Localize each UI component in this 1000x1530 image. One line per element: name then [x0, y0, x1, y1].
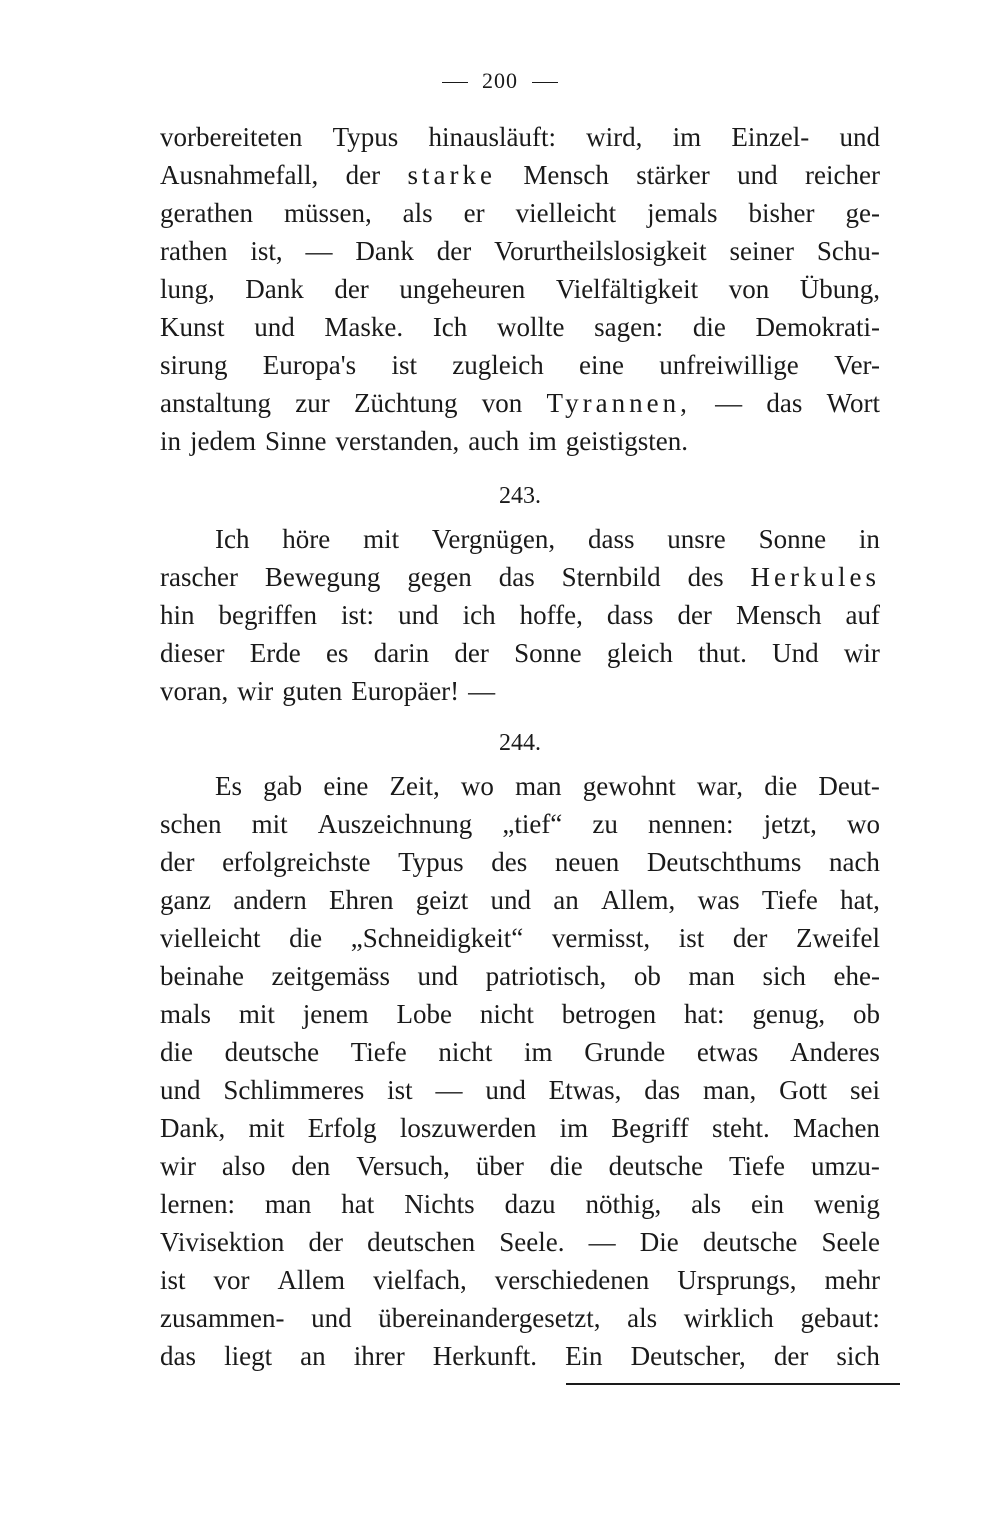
word: Mensch	[523, 160, 609, 190]
word: ein	[751, 1189, 785, 1219]
text-line	[160, 346, 880, 384]
text-line	[160, 957, 880, 995]
word: hin	[160, 600, 195, 630]
left-dash	[442, 82, 468, 83]
word: ist	[387, 1075, 413, 1105]
word: die	[549, 1151, 583, 1181]
section-244-text	[160, 767, 880, 1375]
word: wenig	[813, 1189, 880, 1219]
word: Ich	[432, 312, 468, 342]
text-line	[160, 1071, 880, 1109]
word: Züchtung	[354, 388, 458, 418]
word: und	[485, 1075, 526, 1105]
word: zur	[295, 388, 330, 418]
word: seiner	[729, 236, 795, 266]
word: man	[688, 961, 735, 991]
word: Lobe	[396, 999, 453, 1029]
word: Und	[772, 638, 819, 668]
word: hat,	[840, 885, 880, 915]
section-number-243: 243.	[499, 483, 541, 509]
word: Gott	[779, 1075, 828, 1105]
word: geizt	[415, 885, 469, 915]
word: „Schneidigkeit“	[350, 923, 524, 953]
word: und	[737, 160, 778, 190]
word: Vielfältigkeit	[555, 274, 699, 304]
word: Versuch,	[356, 1151, 450, 1181]
word: und	[311, 1303, 352, 1333]
text-line	[160, 767, 880, 805]
word: in	[858, 524, 880, 554]
text-line	[160, 194, 880, 232]
word: hat:	[684, 999, 725, 1029]
word: Deut-	[818, 771, 880, 801]
text-line	[160, 634, 880, 672]
word: loszuwerden	[399, 1113, 537, 1143]
word: der	[334, 274, 369, 304]
word: nennen:	[648, 809, 734, 839]
text-line	[160, 1109, 880, 1147]
text-line	[160, 881, 880, 919]
word: Sternbild	[561, 562, 661, 592]
word: der	[308, 1227, 343, 1257]
word: ist	[160, 1265, 186, 1295]
word: Ursprungs,	[677, 1265, 797, 1295]
word: hinausläuft:	[428, 122, 556, 152]
word: ob	[852, 999, 880, 1029]
word: es	[325, 638, 349, 668]
word: nach	[828, 847, 880, 877]
word: man	[264, 1189, 312, 1219]
word: vielleicht	[160, 923, 261, 953]
text-line	[160, 422, 880, 460]
word: Die	[639, 1227, 679, 1257]
word: Übung,	[799, 274, 880, 304]
word: deutsche	[702, 1227, 798, 1257]
word: dass	[606, 600, 654, 630]
word: die	[692, 312, 726, 342]
word: ob	[633, 961, 661, 991]
word: ist	[678, 923, 705, 953]
word: vor	[213, 1265, 250, 1295]
word: ihrer	[353, 1341, 405, 1371]
word: Einzel-	[731, 122, 810, 152]
word: Erde	[249, 638, 301, 668]
word: im	[559, 1113, 589, 1143]
word: rathen	[160, 236, 228, 266]
word: Zeit,	[389, 771, 440, 801]
word: genug,	[752, 999, 826, 1029]
text-line	[160, 520, 880, 558]
word: Grunde	[584, 1037, 666, 1067]
word: Zweifel	[796, 923, 880, 953]
word: vorbereiteten	[160, 122, 303, 152]
word: „tief“	[502, 809, 563, 839]
word: und	[254, 312, 295, 342]
text-line	[160, 232, 880, 270]
word: gegen	[407, 562, 472, 592]
word: im	[524, 1037, 553, 1067]
word: höre	[282, 524, 331, 554]
word: müssen,	[283, 198, 372, 228]
word: gleich	[606, 638, 673, 668]
word: Machen	[792, 1113, 880, 1143]
word: Dank	[245, 274, 304, 304]
text-line	[160, 1337, 880, 1375]
word: vielleicht	[515, 198, 617, 228]
right-dash	[532, 82, 558, 83]
word: Bewegung	[264, 562, 381, 592]
word: zeitgemäss	[271, 961, 390, 991]
word: Allem,	[601, 885, 676, 915]
word: schen	[160, 809, 222, 839]
word: deutschen	[367, 1227, 476, 1257]
text-line	[160, 1261, 880, 1299]
word: sagen:	[594, 312, 664, 342]
word: Sonne	[514, 638, 582, 668]
word: des	[491, 847, 528, 877]
word: wo	[460, 771, 494, 801]
word: Demokrati-	[755, 312, 880, 342]
word: eine	[323, 771, 369, 801]
word: —	[435, 1075, 463, 1105]
word: erfolgreichste	[222, 847, 371, 877]
word: guten	[282, 676, 343, 706]
word: übereinandergesetzt,	[378, 1303, 601, 1333]
word: gab	[263, 771, 303, 801]
word: verstanden,	[335, 426, 460, 456]
word: jedem	[190, 426, 256, 456]
word: steht.	[712, 1113, 770, 1143]
word: Herkunft.	[432, 1341, 537, 1371]
word: und	[160, 1075, 201, 1105]
word: Ver-	[834, 350, 880, 380]
word: das	[644, 1075, 681, 1105]
word: hoffe,	[519, 600, 583, 630]
word: er	[463, 198, 485, 228]
word: ge-	[845, 198, 880, 228]
word: ist:	[341, 600, 375, 630]
word: reicher	[805, 160, 880, 190]
word: als	[627, 1303, 658, 1333]
word: sei	[849, 1075, 880, 1105]
word: als	[691, 1189, 722, 1219]
word: als	[402, 198, 433, 228]
word: liegt	[224, 1341, 273, 1371]
word: der	[677, 600, 712, 630]
word: stärker	[636, 160, 710, 190]
word: Schu-	[816, 236, 880, 266]
word: Seele.	[499, 1227, 565, 1257]
word: Typus	[398, 847, 464, 877]
word: geistigsten.	[565, 426, 688, 456]
word: Maske.	[324, 312, 404, 342]
word: hat	[341, 1189, 375, 1219]
word: Anderes	[789, 1037, 880, 1067]
word: die	[160, 1037, 193, 1067]
word: thut.	[698, 638, 747, 668]
word: ganz	[160, 885, 211, 915]
word: der	[436, 236, 472, 266]
word: mit	[248, 1113, 285, 1143]
word: und	[490, 885, 532, 915]
word: Dank	[355, 236, 414, 266]
word: Sinne	[265, 426, 327, 456]
word: von	[728, 274, 770, 304]
word: Ehren	[329, 885, 394, 915]
word: dazu	[504, 1189, 556, 1219]
word: und	[839, 122, 880, 152]
word: sirung	[160, 350, 228, 380]
word: in	[160, 426, 182, 456]
word: Deutschthums	[646, 847, 802, 877]
word: sich	[762, 961, 806, 991]
word: wollte	[496, 312, 565, 342]
word: war,	[696, 771, 744, 801]
word: Es	[215, 771, 242, 801]
word: die	[289, 923, 323, 953]
word: wir	[843, 638, 880, 668]
word: ist,	[250, 236, 283, 266]
word: Ausnahmefall,	[160, 160, 319, 190]
word: Sonne	[758, 524, 827, 554]
word: deutsche	[608, 1151, 704, 1181]
text-line	[160, 843, 880, 881]
word: ungeheuren	[399, 274, 526, 304]
word: Mensch	[735, 600, 822, 630]
word: Tiefe	[350, 1037, 407, 1067]
word: Vergnügen,	[431, 524, 556, 554]
word: ist	[391, 350, 417, 380]
word: der	[732, 923, 768, 953]
word: Tiefe	[729, 1151, 786, 1181]
word: auf	[845, 600, 880, 630]
word: Nichts	[404, 1189, 475, 1219]
word: nicht	[438, 1037, 493, 1067]
word: und	[398, 600, 439, 630]
word: das	[498, 562, 535, 592]
section-number-244: 244.	[499, 730, 541, 756]
word: auch	[468, 426, 520, 456]
word: sich	[836, 1341, 880, 1371]
text-line	[160, 1185, 880, 1223]
word: neuen	[554, 847, 620, 877]
word: Tyrannen,	[546, 388, 691, 418]
word: —	[588, 1227, 616, 1257]
word: andern	[233, 885, 307, 915]
word: mehr	[824, 1265, 880, 1295]
word: betrogen	[561, 999, 657, 1029]
text-line	[160, 805, 880, 843]
word: gerathen	[160, 198, 253, 228]
word: mit	[238, 999, 275, 1029]
word: ich	[462, 600, 496, 630]
word: ehe-	[833, 961, 880, 991]
word: dieser	[160, 638, 225, 668]
word: Herkules	[750, 562, 880, 592]
text-line	[160, 919, 880, 957]
word: des	[687, 562, 724, 592]
word: lung,	[160, 274, 215, 304]
word: starke	[407, 160, 496, 190]
text-line	[160, 1223, 880, 1261]
word: im	[528, 426, 557, 456]
word: bisher	[748, 198, 815, 228]
word: Europa's	[262, 350, 357, 380]
word: Vorurtheilslosigkeit	[494, 236, 707, 266]
section-243-text	[160, 520, 880, 710]
word: gebaut:	[800, 1303, 880, 1333]
word: unsre	[667, 524, 726, 554]
word: Etwas,	[548, 1075, 622, 1105]
word: Seele	[821, 1227, 880, 1257]
text-line	[160, 995, 880, 1033]
text-line	[160, 156, 880, 194]
word: lernen:	[160, 1189, 235, 1219]
word: anstaltung	[160, 388, 271, 418]
word: Wort	[826, 388, 880, 418]
word: von	[481, 388, 523, 418]
word: Tiefe	[761, 885, 818, 915]
word: umzu-	[810, 1151, 880, 1181]
word: etwas	[696, 1037, 759, 1067]
word: das	[160, 1341, 196, 1371]
word: Typus	[332, 122, 399, 152]
word: wir	[160, 1151, 196, 1181]
text-line	[160, 270, 880, 308]
text-line	[160, 558, 880, 596]
word: zusammen-	[160, 1303, 285, 1333]
word: an	[300, 1341, 326, 1371]
text-line	[160, 1299, 880, 1337]
word: und	[417, 961, 459, 991]
word: Vivisektion	[160, 1227, 285, 1257]
word: Kunst	[160, 312, 225, 342]
word: Allem	[277, 1265, 346, 1295]
word: —	[715, 388, 743, 418]
pencil-underline	[566, 1383, 900, 1385]
word: rascher	[160, 562, 238, 592]
word: Begriff	[611, 1113, 689, 1143]
word: den	[291, 1151, 331, 1181]
word: begriffen	[218, 600, 318, 630]
paragraph-continuation	[160, 118, 880, 460]
word: dass	[587, 524, 635, 554]
word: deutsche	[224, 1037, 320, 1067]
word: Schlimmeres	[223, 1075, 365, 1105]
word: —	[305, 236, 333, 266]
word: nicht	[479, 999, 534, 1029]
word: gewohnt	[582, 771, 676, 801]
page-number: 200	[482, 68, 518, 93]
word: mals	[160, 999, 211, 1029]
word: jenem	[302, 999, 369, 1029]
page-number-header	[0, 68, 1000, 94]
word: darin	[373, 638, 430, 668]
word: wo	[847, 809, 880, 839]
word: Auszeichnung	[317, 809, 473, 839]
word: zu	[592, 809, 618, 839]
text-line	[160, 384, 880, 422]
word: voran,	[160, 676, 229, 706]
text-line	[160, 596, 880, 634]
word: zugleich	[452, 350, 544, 380]
word: im	[672, 122, 702, 152]
text-line	[160, 118, 880, 156]
word: mit	[251, 809, 288, 839]
word: jetzt,	[763, 809, 817, 839]
word: eine	[579, 350, 624, 380]
word: verschiedenen	[494, 1265, 650, 1295]
word: der	[773, 1341, 809, 1371]
word: —	[468, 676, 496, 706]
word: der	[345, 160, 381, 190]
text-line	[160, 1033, 880, 1071]
text-line	[160, 672, 880, 710]
word: Ein	[565, 1341, 603, 1371]
word: man	[515, 771, 562, 801]
word: Europäer!	[351, 676, 460, 706]
word: beinahe	[160, 961, 244, 991]
word: wird,	[586, 122, 643, 152]
word: der	[160, 847, 195, 877]
word: Deutscher,	[630, 1341, 746, 1371]
word: an	[553, 885, 579, 915]
word: man,	[703, 1075, 757, 1105]
word: der	[454, 638, 489, 668]
word: vielfach,	[373, 1265, 467, 1295]
word: vermisst,	[551, 923, 651, 953]
word: die	[764, 771, 798, 801]
text-line	[160, 308, 880, 346]
text-line	[160, 1147, 880, 1185]
word: Erfolg	[307, 1113, 377, 1143]
word: jemals	[647, 198, 718, 228]
word: Ich	[215, 524, 250, 554]
word: das	[766, 388, 803, 418]
word: wir	[237, 676, 274, 706]
word: mit	[363, 524, 400, 554]
word: also	[221, 1151, 266, 1181]
word: nöthig,	[585, 1189, 662, 1219]
word: über	[475, 1151, 524, 1181]
word: was	[697, 885, 740, 915]
word: Dank,	[160, 1113, 226, 1143]
word: wirklich	[683, 1303, 774, 1333]
word: patriotisch,	[485, 961, 607, 991]
word: unfreiwillige	[659, 350, 799, 380]
